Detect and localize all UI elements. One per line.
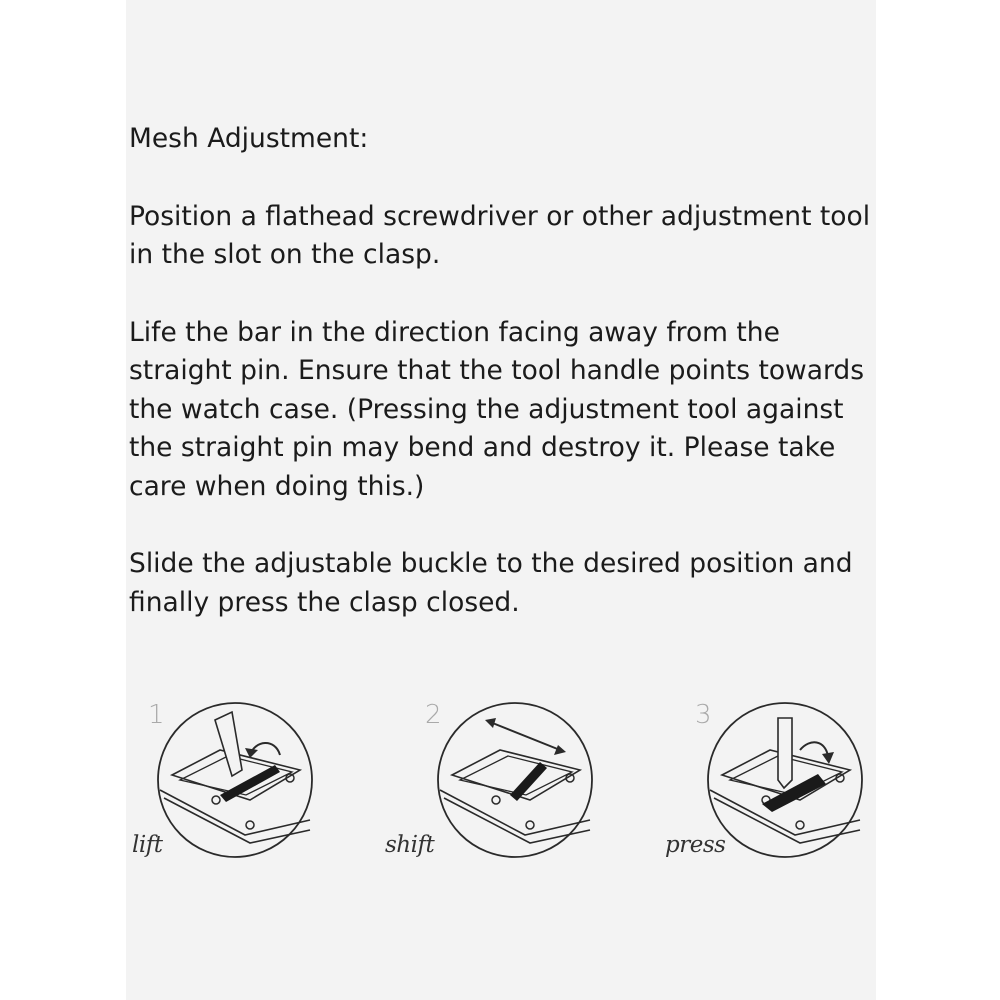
clasp-press-illustration — [700, 700, 880, 870]
step-3-number: 3 — [695, 700, 712, 730]
clasp-lift-illustration — [150, 700, 330, 870]
instructions-text — [129, 120, 874, 661]
instruction-paragraph-2: Life the bar in the direction facing away from the straight pin. Ensure that the tool handle points towards the watch case. (Pressing the adjustment tool against the straight pin may bend and destroy it. Please take care when doing this.) — [129, 316, 865, 502]
step-1-caption: lift — [132, 832, 163, 858]
instruction-paragraph-1: Position a flathead screwdriver or other adjustment tool in the slot on the clasp. — [129, 200, 871, 270]
step-3-caption: press — [665, 832, 726, 858]
step-2-number: 2 — [425, 700, 442, 730]
clasp-shift-illustration — [430, 700, 610, 870]
step-1-number: 1 — [148, 700, 165, 730]
instructions-heading: Mesh Adjustment: — [129, 123, 369, 154]
step-2-caption: shift — [385, 832, 435, 858]
instruction-paragraph-3: Slide the adjustable buckle to the desired position and finally press the clasp closed. — [129, 548, 853, 618]
